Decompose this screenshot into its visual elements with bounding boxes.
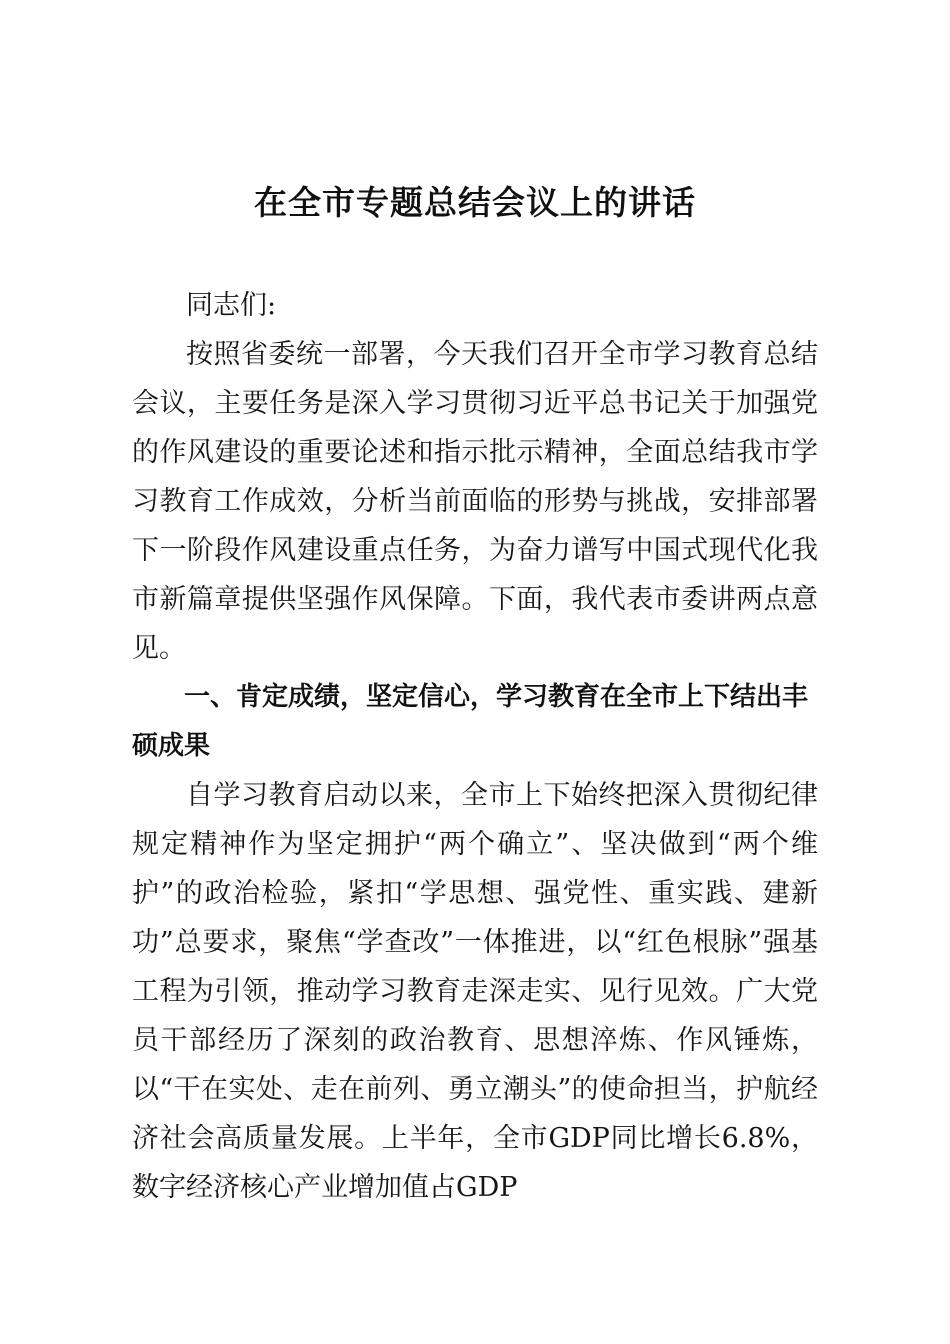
section-heading-1: 一、肯定成绩，坚定信心，学习教育在全市上下结出丰硕成果 — [132, 682, 809, 761]
document-title: 在全市专题总结会议上的讲话 — [254, 183, 696, 222]
salutation: 同志们: — [186, 290, 277, 321]
document-body — [132, 281, 818, 1212]
paragraph-achievements: 自学习教育启动以来，全市上下始终把深入贯彻纪律规定精神作为坚定拥护“两个确立”、坚决做到“两个维护”的政治检验，紧扣“学思想、强党性、重实践、建新功”总要求，聚焦“学查改”一体推进，以“红色根脉”强基工程为引领，推动学习教育走深走实、见行见效。广大党员干部经历了深刻的政治教育、思想淬炼、作风锤炼，以“干在实处、走在前列、勇立潮头”的使命担当，护航经济社会高质量发展。上半年，全市GDP同比增长6.8%，数字经济核心产业增加值占GDP — [132, 780, 818, 1203]
paragraph-intro: 按照省委统一部署，今天我们召开全市学习教育总结会议，主要任务是深入学习贯彻习近平总书记关于加强党的作风建设的重要论述和指示批示精神，全面总结我市学习教育工作成效，分析当前面临的形势与挑战，安排部署下一阶段作风建设重点任务，为奋力谱写中国式现代化我市新篇章提供坚强作风保障。下面，我代表市委讲两点意见。 — [132, 339, 818, 664]
